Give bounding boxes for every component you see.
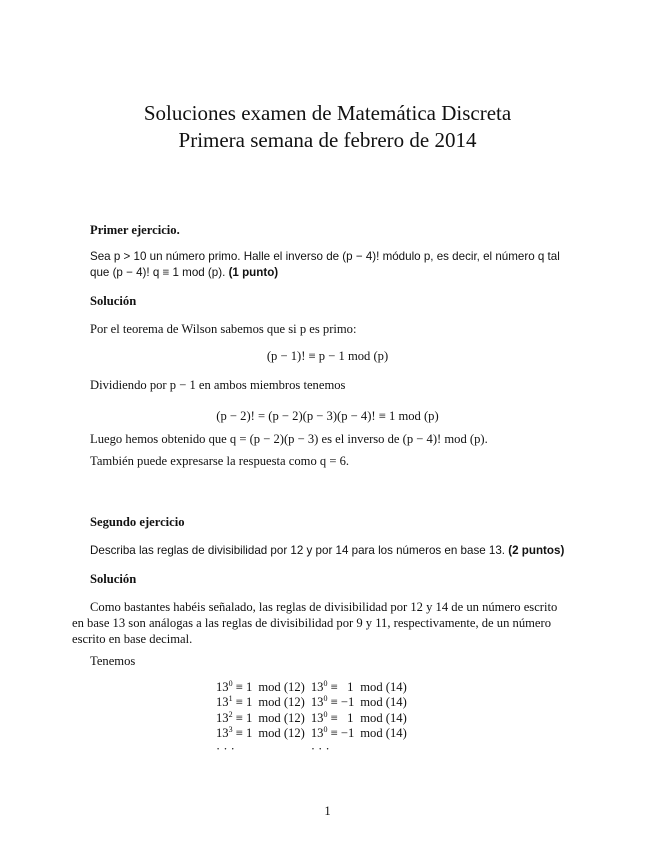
- exercise2-heading: Segundo ejercicio: [90, 515, 185, 529]
- title-line-1: Soluciones examen de Matemática Discreta: [143, 101, 512, 125]
- title-line-2: Primera semana de febrero de 2014: [178, 128, 477, 152]
- exercise1-points: (1 punto): [228, 266, 279, 279]
- left-modulus: mod (12): [258, 695, 305, 710]
- exercise2-points: (2 puntos): [508, 544, 565, 557]
- left-congruence: $13^1 \equiv 1$: [216, 694, 253, 710]
- right-congruence: $13^0 \equiv -1$: [310, 725, 355, 741]
- congruence-table: [214, 680, 411, 757]
- exercise1-wilson-text: Por el teorema de Wilson sabemos que si p es primo:: [90, 322, 357, 336]
- right-congruence: $13^0 \equiv 1$: [310, 679, 354, 694]
- exercise2-para-line3: escrito en base decimal.: [72, 632, 193, 646]
- ellipsis-right: · · ·: [310, 741, 330, 756]
- exercise2-paragraph: [72, 599, 592, 647]
- congruence-row: [214, 680, 411, 695]
- congruence-row: [214, 711, 411, 726]
- exercise1-statement-line1: Sea p > 10 un número primo. Halle el inverso de (p − 4)! módulo p, es decir, el número q tal: [90, 250, 560, 263]
- ellipsis-left: · · ·: [216, 741, 235, 756]
- right-congruence: $13^0 \equiv -1$: [310, 694, 355, 710]
- right-modulus: mod (14): [360, 726, 407, 741]
- exercise2-statement-wrap: [90, 543, 610, 559]
- exercise2-para-line1: Como bastantes habéis señalado, las reglas de divisibilidad por 12 y 14 de un número escrito: [90, 600, 558, 614]
- right-congruence: $13^0 \equiv 1$: [310, 709, 354, 725]
- exercise1-alternative: También puede expresarse la respuesta como q = 6.: [90, 454, 350, 468]
- left-congruence: $13^2 \equiv 1$: [216, 709, 253, 725]
- exercise2-tenemos: Tenemos: [90, 654, 136, 668]
- left-modulus: mod (12): [258, 680, 305, 694]
- exercise1-conclusion: Luego hemos obtenido que q = (p − 2)(p − 3) es el inverso de (p − 4)! mod (p).: [90, 432, 488, 446]
- right-modulus: mod (14): [360, 680, 407, 694]
- left-congruence: $13^0 \equiv 1$: [216, 679, 253, 694]
- congruence-row: [214, 726, 411, 741]
- page-number: 1: [324, 804, 331, 818]
- right-modulus: mod (14): [360, 695, 407, 710]
- left-modulus: mod (12): [258, 726, 305, 741]
- left-congruence: $13^3 \equiv 1$: [216, 725, 253, 741]
- exercise1-heading: Primer ejercicio.: [90, 223, 180, 237]
- exercise2-statement: Describa las reglas de divisibilidad por 12 y por 14 para los números en base 13.: [90, 544, 506, 557]
- equation-wilson: (p − 1)! ≡ p − 1 mod (p): [266, 349, 389, 363]
- exercise2-solution-heading: Solución: [90, 572, 137, 586]
- exercise2-para-line2: en base 13 son análogas a las reglas de divisibilidad por 9 y 11, respectivamente, de un número: [72, 616, 552, 630]
- exercise1-divide-text: Dividiendo por p − 1 en ambos miembros tenemos: [90, 378, 346, 392]
- exercise1-statement-line2-wrap: [90, 265, 590, 281]
- right-modulus: mod (14): [360, 710, 407, 725]
- exercise1-statement-line2: que (p − 4)! q ≡ 1 mod (p).: [90, 266, 226, 279]
- left-modulus: mod (12): [258, 710, 305, 725]
- exercise1-statement: [90, 249, 590, 281]
- congruence-ellipsis-row: [214, 742, 411, 757]
- congruence-row: [214, 695, 411, 710]
- exercise1-solution-heading: Solución: [90, 294, 137, 308]
- equation-factorial: (p − 2)! = (p − 2)(p − 3)(p − 4)! ≡ 1 mod (p): [216, 409, 439, 423]
